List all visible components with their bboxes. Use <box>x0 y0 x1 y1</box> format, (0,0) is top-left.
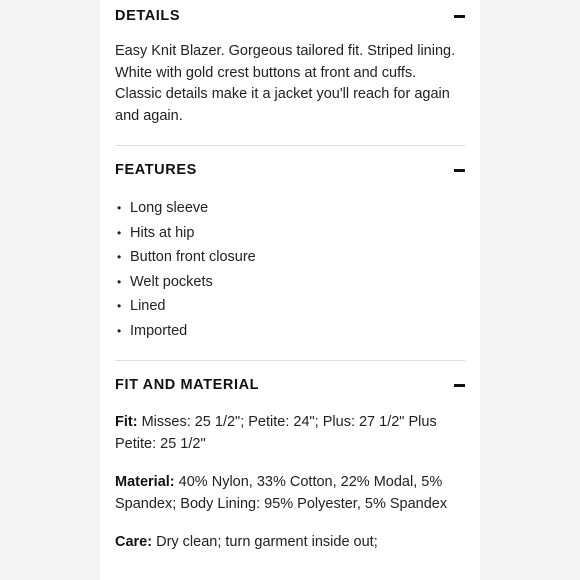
feature-label: Long sleeve <box>130 200 209 216</box>
product-info-panel <box>100 0 480 580</box>
feature-label: Hits at hip <box>130 224 195 241</box>
list-item <box>115 319 465 344</box>
details-title: DETAILS <box>115 8 181 24</box>
fit-label: Fit: <box>115 414 138 430</box>
list-item <box>115 270 465 295</box>
minus-icon[interactable] <box>454 169 465 172</box>
bullet-icon: • <box>117 323 122 338</box>
material-line <box>115 471 465 515</box>
fit-value: Misses: 25 1/2"; Petite: 24"; Plus: 27 1/2" Plus Petite: 25 1/2" <box>115 414 437 452</box>
details-text: Easy Knit Blazer. Gorgeous tailored fit. Striped lining. White with gold crest buttons at front and cuffs. Classic details make it a jacket you'll reach for again and again. <box>115 43 456 124</box>
list-item <box>115 196 465 221</box>
bullet-icon: • <box>117 250 122 264</box>
fit-line <box>115 411 465 455</box>
care-label: Care: <box>115 534 153 550</box>
bullet-icon: • <box>117 201 122 215</box>
list-item <box>115 221 465 246</box>
care-value: Dry clean; turn garment inside out; <box>152 534 378 550</box>
features-list <box>115 196 465 343</box>
fit-material-title: FIT AND MATERIAL <box>115 377 260 393</box>
accordion <box>115 0 465 553</box>
feature-label: Lined <box>130 298 166 314</box>
feature-label: Imported <box>130 322 188 339</box>
features-body <box>115 188 465 360</box>
bullet-icon: • <box>117 274 122 289</box>
bullet-icon: • <box>117 225 122 240</box>
features-title: FEATURES <box>115 162 197 178</box>
fit-material-header[interactable] <box>115 369 465 403</box>
minus-icon[interactable] <box>454 384 465 387</box>
material-label: Material: <box>115 474 175 490</box>
feature-label: Welt pockets <box>130 273 213 290</box>
feature-label: Button front closure <box>130 249 256 265</box>
material-value: 40% Nylon, 33% Cotton, 22% Modal, 5% Spandex; Body Lining: 95% Polyester, 5% Spandex <box>115 474 448 512</box>
features-header[interactable] <box>115 154 465 188</box>
bullet-icon: • <box>117 299 122 313</box>
care-line <box>115 531 465 553</box>
details-header[interactable] <box>115 0 465 34</box>
list-item <box>115 294 465 319</box>
details-body <box>115 34 465 145</box>
fit-material-body <box>115 403 465 553</box>
list-item <box>115 245 465 270</box>
minus-icon[interactable] <box>454 15 465 18</box>
